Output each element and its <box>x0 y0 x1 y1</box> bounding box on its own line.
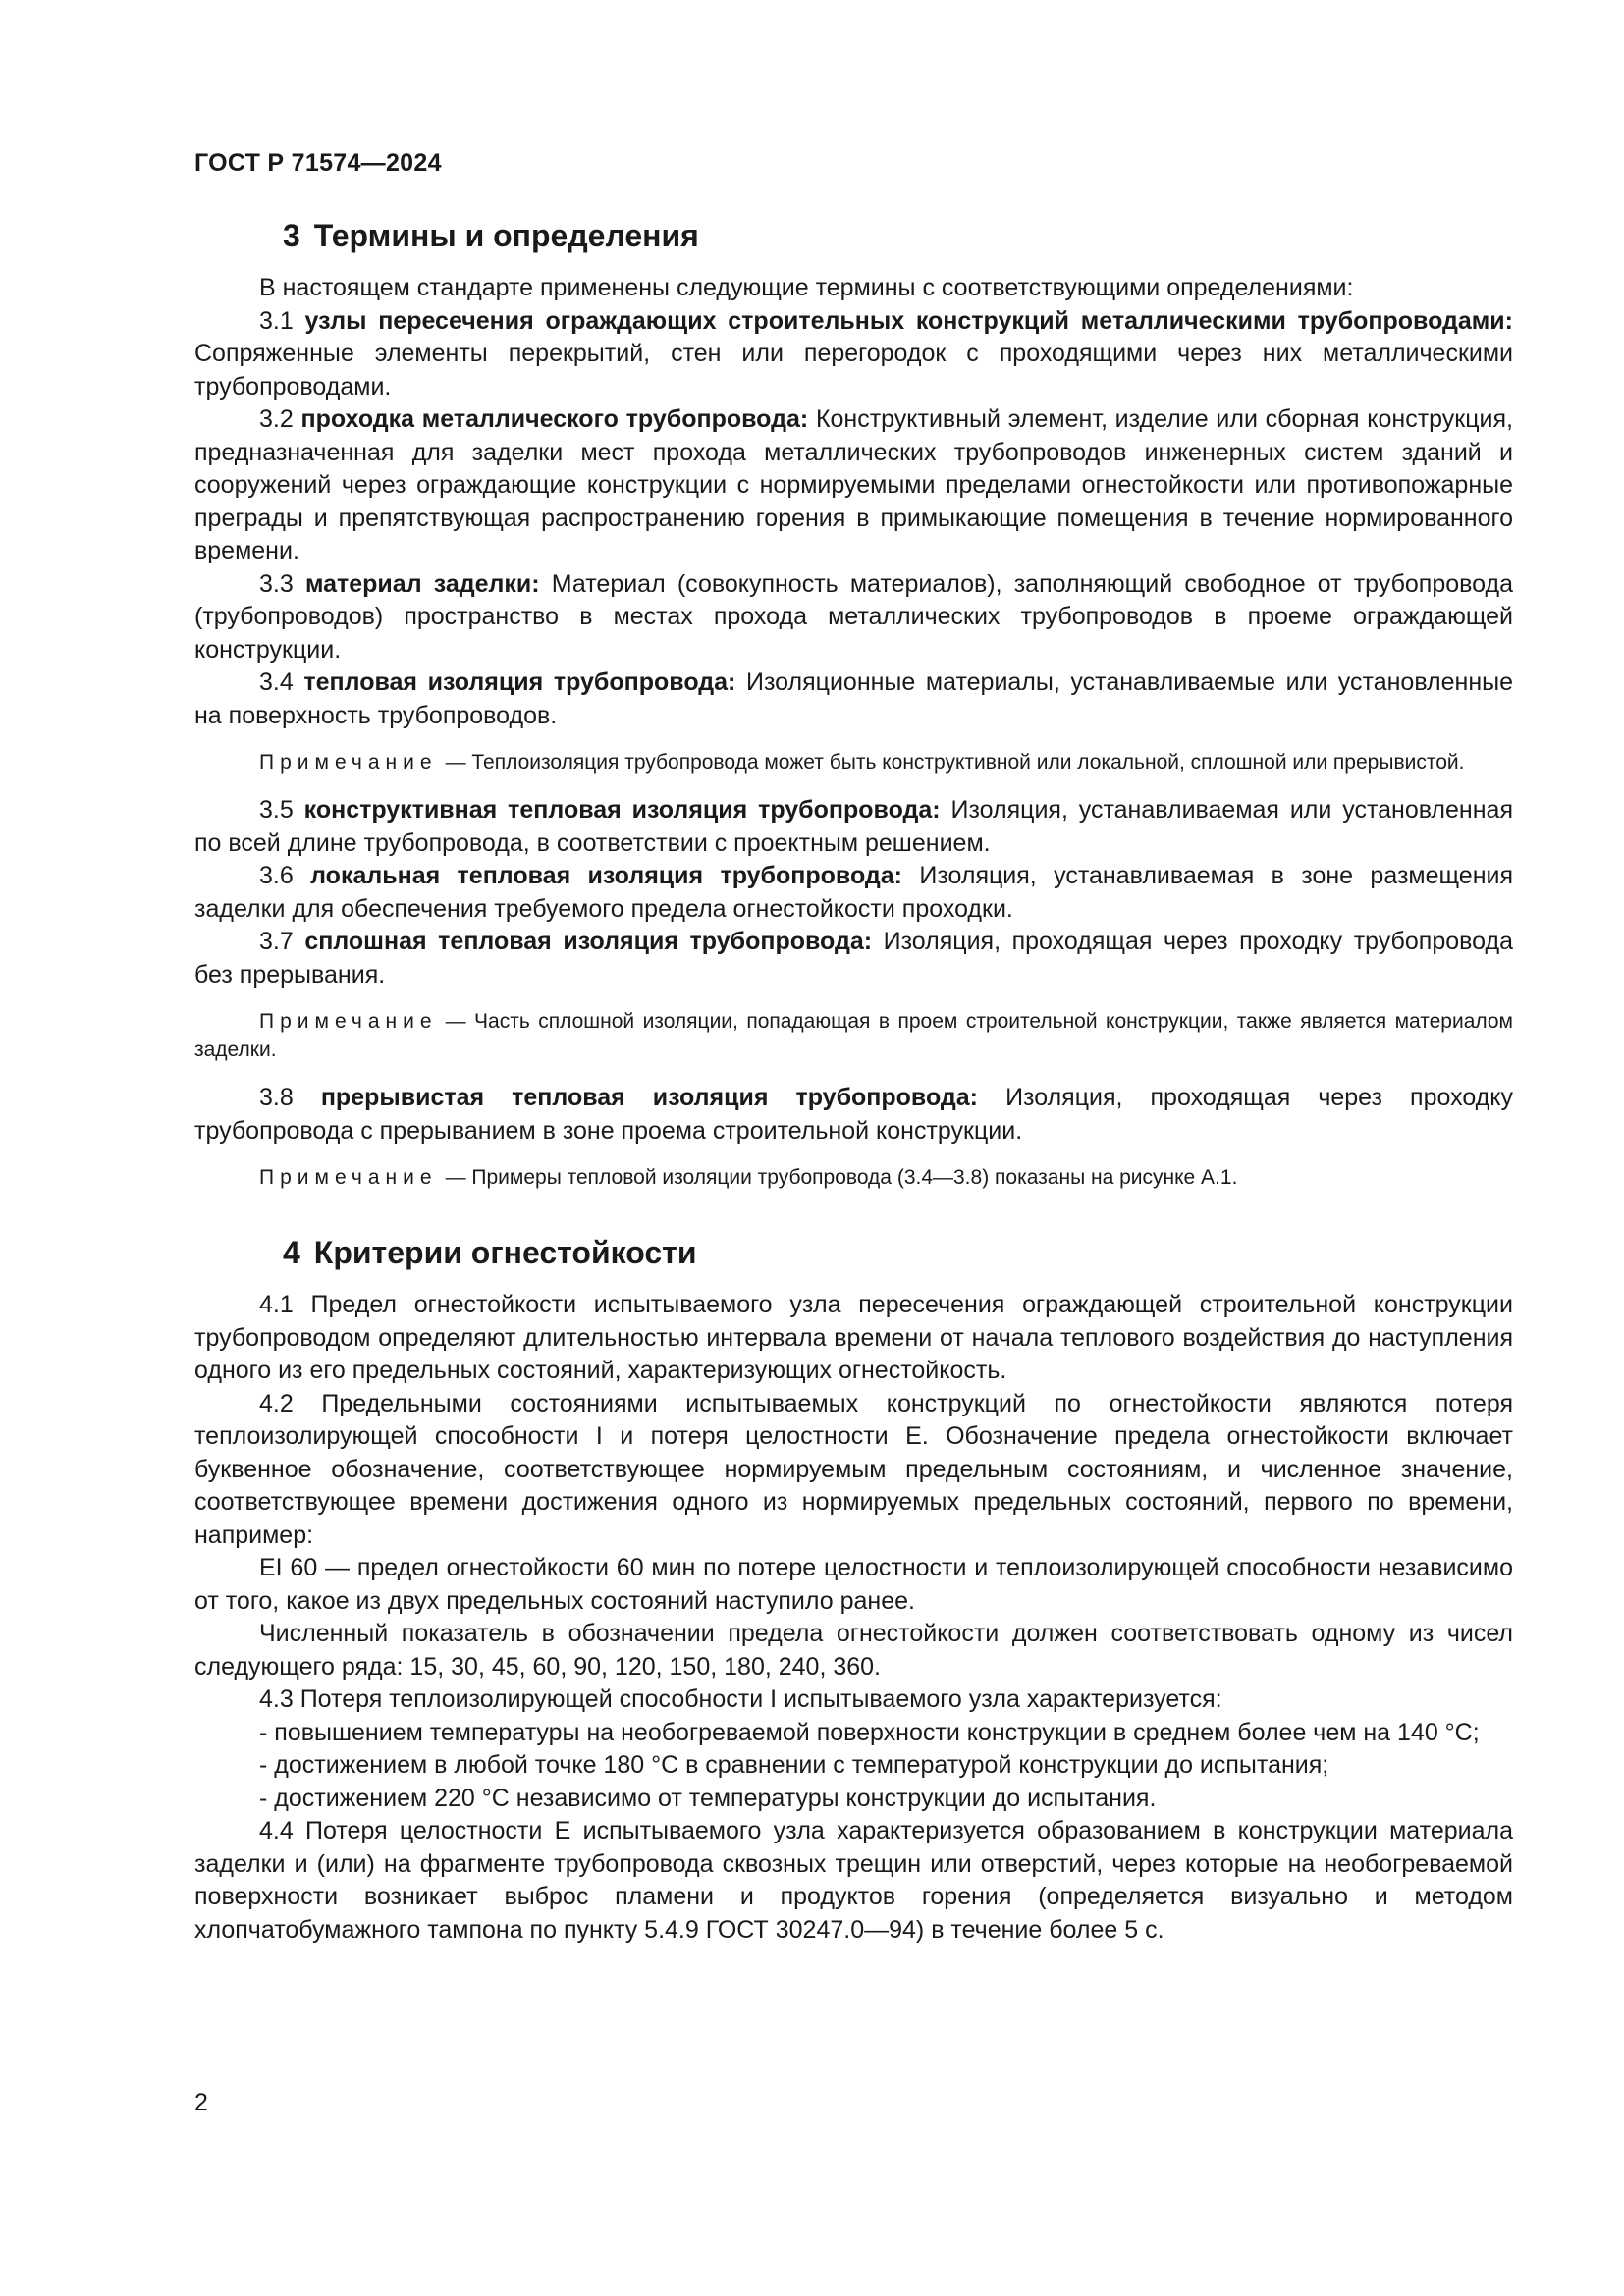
term-name: проходка металлического трубопровода: <box>300 405 809 433</box>
note-3 <box>194 1163 1513 1192</box>
term-3-1: 3.1 узлы пересечения ограждающих строительных конструкций металлическими трубопроводами: Сопряженные элементы перекрытий, стен или перегородок с проходящими через них металлическими трубопроводами. <box>194 306 1513 400</box>
term-3-3: 3.3 материал заделки: Материал (совокупность материалов), заполняющий свободное от трубопровода (трубопроводов) пространство в местах прохода металлических трубопроводов в проеме ограждающей конструкции. <box>194 569 1513 664</box>
term-definition: Сопряженные элементы перекрытий, стен или перегородок с проходящими через них металлическими трубопроводами. <box>194 340 1513 400</box>
term-definition: Материал (совокупность материалов), заполняющий свободное от трубопровода (трубопроводов) пространство в местах прохода металлических трубопроводов в проеме ограждающей конструкции. <box>194 569 1513 664</box>
section-title: Критерии огнестойкости <box>313 1235 697 1270</box>
section-number: 4 <box>283 1235 300 1270</box>
term-definition: Изоляция, проходящая через проходку трубопровода без прерывания. <box>194 928 1513 988</box>
note-1 <box>194 748 1513 776</box>
note-text: — Примеры тепловой изоляции трубопровода (3.4—3.8) показаны на рисунке А.1. <box>445 1166 1238 1189</box>
paragraph-4-2-numbers: Численный показатель в обозначении предела огнестойкости должен соответствовать одному из чисел следующего ряда: 15, 30, 45, 60, 90, 120, 150, 180, 240, 360. <box>194 1620 1513 1681</box>
note-label: Примечание <box>259 1010 438 1033</box>
term-3-7: 3.7 сплошная тепловая изоляция трубопровода: Изоляция, проходящая через проходку трубопровода без прерывания. <box>194 928 1513 988</box>
list-item: - достижением 220 °С независимо от температуры конструкции до испытания. <box>259 1784 1157 1812</box>
term-name: сплошная тепловая изоляция трубопровода: <box>304 928 873 955</box>
term-definition: Конструктивный элемент, изделие или сборная конструкция, предназначенная для заделки мест прохода металлических трубопроводов инженерных систем зданий и сооружений через ограждающие конструкции с нормируемыми пределами огнестойкости или противопожарные преграды и препятствующая распространению горения в примыкающие помещения в течение нормированного времени. <box>194 405 1513 564</box>
paragraph-4-2: 4.2 Предельными состояниями испытываемых конструкций по огнестойкости являются потеря теплоизолирующей способности I и потеря целостности E. Обозначение предела огнестойкости включает буквенное обозначение, соответствующее нормируемым предельным состояниям, и численное значение, соответствующее времени достижения одного из нормируемых предельных состояний, первого по времени, например: <box>194 1389 1513 1549</box>
term-definition: Изоляция, проходящая через проходку трубопровода с прерыванием в зоне проема строительной конструкции. <box>194 1084 1513 1145</box>
term-name: локальная тепловая изоляция трубопровода: <box>310 862 902 889</box>
term-name: конструктивная тепловая изоляция трубопровода: <box>303 796 941 824</box>
document-id-header: ГОСТ Р 71574—2024 <box>194 149 442 177</box>
list-item: - достижением в любой точке 180 °С в сравнении с температурой конструкции до испытания; <box>259 1751 1329 1779</box>
note-text: — Теплоизоляция трубопровода может быть конструктивной или локальной, сплошной или прерывистой. <box>445 751 1465 774</box>
note-label: Примечание <box>259 1166 438 1189</box>
term-definition: Изоляция, устанавливаемая в зоне размещения заделки для обеспечения требуемого предела огнестойкости проходки. <box>194 862 1514 923</box>
term-name: материал заделки: <box>304 569 540 598</box>
term-name: прерывистая тепловая изоляция трубопровода: <box>320 1084 978 1111</box>
page-content <box>194 218 1513 1947</box>
term-name: тепловая изоляция трубопровода: <box>303 668 736 696</box>
section-number: 3 <box>283 218 300 253</box>
term-definition: Изоляция, устанавливаемая или установленная по всей длине трубопровода, в соответствии с проектным решением. <box>194 796 1513 857</box>
page-number: 2 <box>194 2089 208 2116</box>
note-2 <box>194 1007 1513 1064</box>
paragraph-4-2-example: EI 60 — предел огнестойкости 60 мин по потере целостности и теплоизолирующей способности независимо от того, какое из двух предельных состояний наступило ранее. <box>194 1554 1513 1615</box>
term-3-8: 3.8 прерывистая тепловая изоляция трубопровода: Изоляция, проходящая через проходку трубопровода с прерыванием в зоне проема строительной конструкции. <box>194 1084 1513 1145</box>
note-text: — Часть сплошной изоляции, попадающая в проем строительной конструкции, также является материалом заделки. <box>194 1010 1513 1061</box>
section-3-heading <box>283 218 1513 254</box>
term-3-6: 3.6 локальная тепловая изоляция трубопровода: Изоляция, устанавливаемая в зоне размещения заделки для обеспечения требуемого предела огнестойкости проходки. <box>194 862 1514 923</box>
paragraph-4-3: 4.3 Потеря теплоизолирующей способности I испытываемого узла характеризуется: <box>259 1685 1222 1713</box>
paragraph-4-1: 4.1 Предел огнестойкости испытываемого узла пересечения ограждающей строительной конструкции трубопроводом определяют длительностью интервала времени от начала теплового воздействия до наступления одного из его предельных состояний, характеризующих огнестойкость. <box>194 1291 1513 1384</box>
section-title: Термины и определения <box>313 218 699 253</box>
term-name: узлы пересечения ограждающих строительных конструкций металлическими трубопроводами: <box>304 306 1513 335</box>
section-intro: В настоящем стандарте применены следующие термины с соответствующими определениями: <box>259 274 1354 301</box>
list-item: - повышением температуры на необогреваемой поверхности конструкции в среднем более чем на 140 °С; <box>259 1718 1480 1746</box>
term-3-4: 3.4 тепловая изоляция трубопровода: Изоляционные материалы, устанавливаемые или установленные на поверхность трубопроводов. <box>194 668 1513 729</box>
term-3-2: 3.2 проходка металлического трубопровода: Конструктивный элемент, изделие или сборная конструкция, предназначенная для заделки мест прохода металлических трубопроводов инженерных систем зданий и сооружений через ограждающие конструкции с нормируемыми пределами огнестойкости или противопожарные преграды и препятствующая распространению горения в примыкающие помещения в течение нормированного времени. <box>194 405 1513 564</box>
term-3-5: 3.5 конструктивная тепловая изоляция трубопровода: Изоляция, устанавливаемая или установленная по всей длине трубопровода, в соответствии с проектным решением. <box>194 796 1513 857</box>
paragraph-4-4: 4.4 Потеря целостности Е испытываемого узла характеризуется образованием в конструкции материала заделки и (или) на фрагменте трубопровода сквозных трещин или отверстий, через которые на необогреваемой поверхности возникает выброс пламени и продуктов горения (определяется визуально и методом хлопчатобумажного тампона по пункту 5.4.9 ГОСТ 30247.0—94) в течение более 5 с. <box>194 1817 1513 1944</box>
note-label: Примечание <box>259 751 438 774</box>
section-4-heading <box>283 1235 1513 1271</box>
term-definition: Изоляционные материалы, устанавливаемые или установленные на поверхность трубопроводов. <box>194 668 1513 729</box>
